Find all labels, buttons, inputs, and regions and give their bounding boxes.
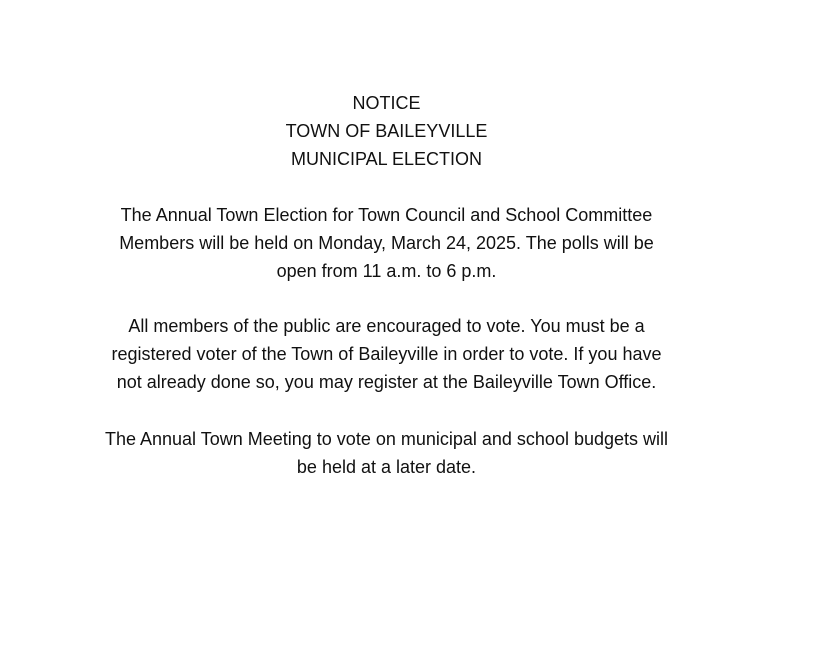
paragraph-line: not already done so, you may register at the Baileyville Town Office. xyxy=(116,372,657,392)
town-meeting-paragraph xyxy=(0,425,803,481)
heading-election-type: MUNICIPAL ELECTION xyxy=(290,149,483,169)
heading-town-name: TOWN OF BAILEYVILLE xyxy=(285,121,488,141)
voter-registration-paragraph xyxy=(0,312,803,396)
paragraph-line: Members will be held on Monday, March 24, 2025. The polls will be xyxy=(119,233,654,253)
paragraph-line: All members of the public are encouraged to vote. You must be a xyxy=(128,316,645,336)
paragraph-line: be held at a later date. xyxy=(296,457,477,477)
paragraph-line: The Annual Town Meeting to vote on municipal and school budgets will xyxy=(104,429,669,449)
election-details-paragraph xyxy=(0,201,803,285)
notice-heading xyxy=(0,89,803,173)
paragraph-line: registered voter of the Town of Baileyville in order to vote. If you have xyxy=(111,344,662,364)
heading-notice: NOTICE xyxy=(352,93,421,113)
paragraph-line: open from 11 a.m. to 6 p.m. xyxy=(276,261,497,281)
paragraph-line: The Annual Town Election for Town Council and School Committee xyxy=(120,205,653,225)
